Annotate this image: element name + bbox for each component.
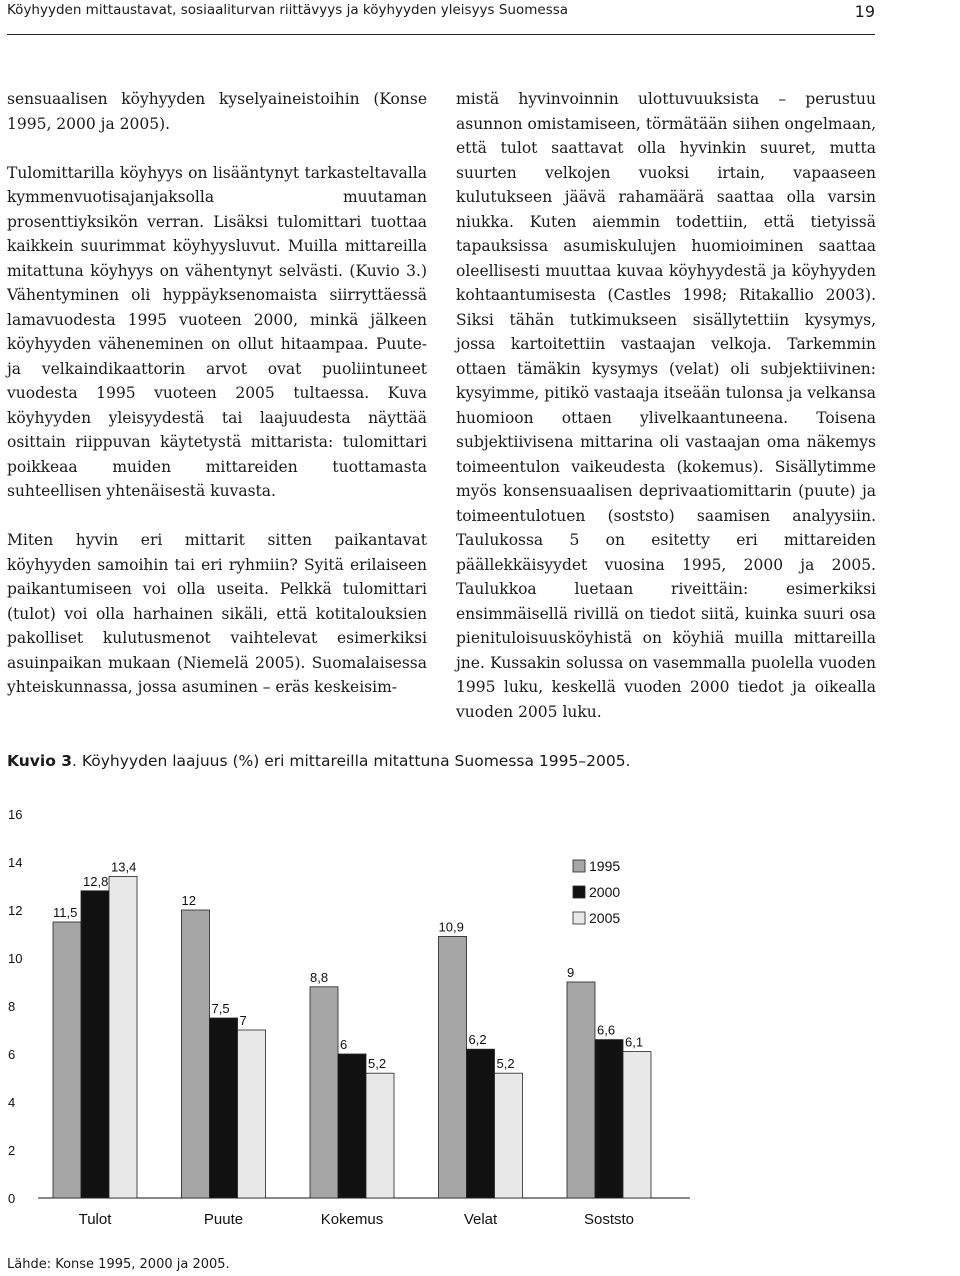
page-number: 19	[854, 2, 875, 21]
y-tick-label: 6	[8, 1047, 16, 1062]
y-tick-label: 8	[8, 999, 16, 1014]
bar	[567, 982, 595, 1198]
paragraph: Tulomittarilla köyhyys on lisääntynyt tarkasteltavalla kymmenvuotisajanjaksolla muutaman prosenttiyksikön verran. Lisäksi tulomittari tuottaa kaikkein suurimmat köyhyysluvut. Muilla mittareilla mitattuna köyhyys on vähentynyt selvästi. (Kuvio 3.) Vähentyminen oli hyppäyksenomaista siirryttäessä lamavuodesta 1995 vuoteen 2000, minkä jälkeen köyhyyden väheneminen on ollut hitaampaa. Puute- ja velkaindikaattorin arvot ovat puoliintuneet vuodesta 1995 vuoteen 2005 tultaessa. Kuva köyhyyden yleisyydestä tai laajuudesta näyttää osittain riippuvan käytetystä mittarista: tulomittari poikkeaa muiden mittareiden tuottamasta suhteellisen yhtenäisestä kuvasta.	[7, 163, 427, 500]
running-header	[7, 0, 875, 35]
left-column	[7, 87, 427, 700]
figure-caption-text: . Köyhyyden laajuus (%) eri mittareilla mitattuna Suomessa 1995–2005.	[72, 752, 631, 770]
bar	[238, 1030, 266, 1198]
data-label: 5,2	[368, 1056, 387, 1072]
data-label: 7,5	[211, 1001, 230, 1016]
data-label: 13,4	[111, 859, 137, 875]
data-label: 6,2	[468, 1032, 487, 1048]
y-tick-label: 12	[8, 903, 23, 918]
legend-swatch	[573, 912, 585, 924]
bar	[623, 1052, 651, 1198]
data-label: 10,9	[438, 919, 464, 935]
running-title: Köyhyyden mittaustavat, sosiaaliturvan riittävyys ja köyhyyden yleisyys Suomessa	[7, 2, 569, 18]
data-label: 12,8	[83, 873, 109, 889]
bar	[595, 1040, 623, 1198]
bar	[210, 1018, 238, 1198]
legend-swatch	[573, 860, 585, 872]
paragraph: mistä hyvinvoinnin ulottuvuuksista – perustuu asunnon omistamiseen, törmätään siihen ongelmaan, että tulot saattavat olla hyvinkin suuret, mutta suurten velkojen vuoksi irtain, vapaaseen kulutukseen jäävä rahamäärä saattaa olla varsin niukka. Kuten aiemmin todettiin, että tietyissä tapauksissa asumiskulujen huomioiminen saattaa oleellisesti muuttaa kuvaa köyhyydestä ja köyhyyden kohtaantumisesta (Castles 1998; Ritakallio 2003). Siksi tähän tutkimukseen sisällytettiin kysymys, jossa kartoitettiin vastaajan velkoja. Tarkemmin ottaen tämäkin kysymys (velat) oli subjektiivinen: kysyimme, pitikö vastaaja itseään tulonsa ja velkansa huomioon ottaen ylivelkaantuneena. Toisena subjektiivisena mittarina oli vastaajan oma näkemys toimeentulon vaikeudesta (kokemus). Sisällytimme myös konsensuaalisen deprivaatiomittarin (puute) ja toimeentulotuen (soststo) saamisen analyysiin. Taulukossa 5 on esitetty eri mittareiden päällekkäisyydet vuosina 1995, 2000 ja 2005. Taulukkoa luetaan riveittäin: esimerkiksi ensimmäisellä rivillä on tiedot siitä, kuinka suuri osa pienituloisuusköyhistä on köyhiä muilla mittareilla jne. Kussakin solussa on vasemmalla puolella vuoden 1995 luku, keskellä vuoden 2000 tiedot ja oikealla vuoden 2005 luku.	[456, 90, 876, 721]
data-label: 6,1	[625, 1034, 644, 1050]
data-label: 7	[239, 1013, 247, 1028]
bar	[366, 1073, 394, 1198]
y-tick-label: 10	[8, 951, 23, 966]
bar	[53, 922, 81, 1198]
data-label: 6	[340, 1037, 348, 1052]
bar	[467, 1049, 495, 1198]
legend-swatch	[573, 886, 585, 898]
paragraph: Miten hyvin eri mittarit sitten paikantavat köyhyyden samoihin tai eri ryhmiin? Syitä erilaiseen paikantumiseen voi olla useita. Pelkkä tulomittari (tulot) voi olla harhainen sikäli, että kotitalouksien pakolliset kulutusmenot vaihtelevat esimerkiksi asuinpaikan mukaan (Niemelä 2005). Suomalaisessa yhteiskunnassa, jossa asuminen – eräs keskeisim-	[7, 531, 427, 696]
data-label: 12	[181, 893, 196, 908]
y-tick-label: 4	[8, 1095, 16, 1110]
bar	[109, 876, 137, 1198]
x-tick-label: Soststo	[583, 1211, 635, 1228]
legend-label: 2000	[589, 884, 621, 900]
x-tick-label: Puute	[203, 1211, 244, 1228]
bar	[495, 1073, 523, 1198]
y-tick-label: 0	[8, 1191, 16, 1206]
x-tick-label: Kokemus	[320, 1211, 384, 1228]
legend-label: 2005	[589, 910, 621, 926]
y-tick-label: 16	[8, 807, 23, 822]
x-tick-label: Tulot	[78, 1211, 112, 1228]
data-label: 9	[567, 965, 575, 980]
bar	[182, 910, 210, 1198]
legend-label: 1995	[589, 858, 621, 874]
data-label: 8,8	[310, 969, 329, 985]
bar	[338, 1054, 366, 1198]
figure-caption	[7, 752, 907, 770]
paragraph: sensuaalisen köyhyyden kyselyaineistoihin (Konse 1995, 2000 ja 2005).	[7, 90, 427, 133]
y-tick-label: 2	[8, 1143, 16, 1158]
x-tick-label: Velat	[463, 1211, 498, 1228]
bar	[81, 891, 109, 1198]
figure-label: Kuvio 3	[7, 752, 73, 770]
data-label: 6,6	[597, 1022, 616, 1038]
bar	[310, 987, 338, 1198]
right-column	[456, 87, 876, 724]
source-note: Lähde: Konse 1995, 2000 ja 2005.	[7, 1257, 230, 1272]
data-label: 11,5	[53, 905, 78, 920]
data-label: 5,2	[496, 1056, 515, 1072]
bar	[439, 936, 467, 1198]
bar-chart	[0, 800, 700, 1240]
y-tick-label: 14	[8, 855, 23, 870]
